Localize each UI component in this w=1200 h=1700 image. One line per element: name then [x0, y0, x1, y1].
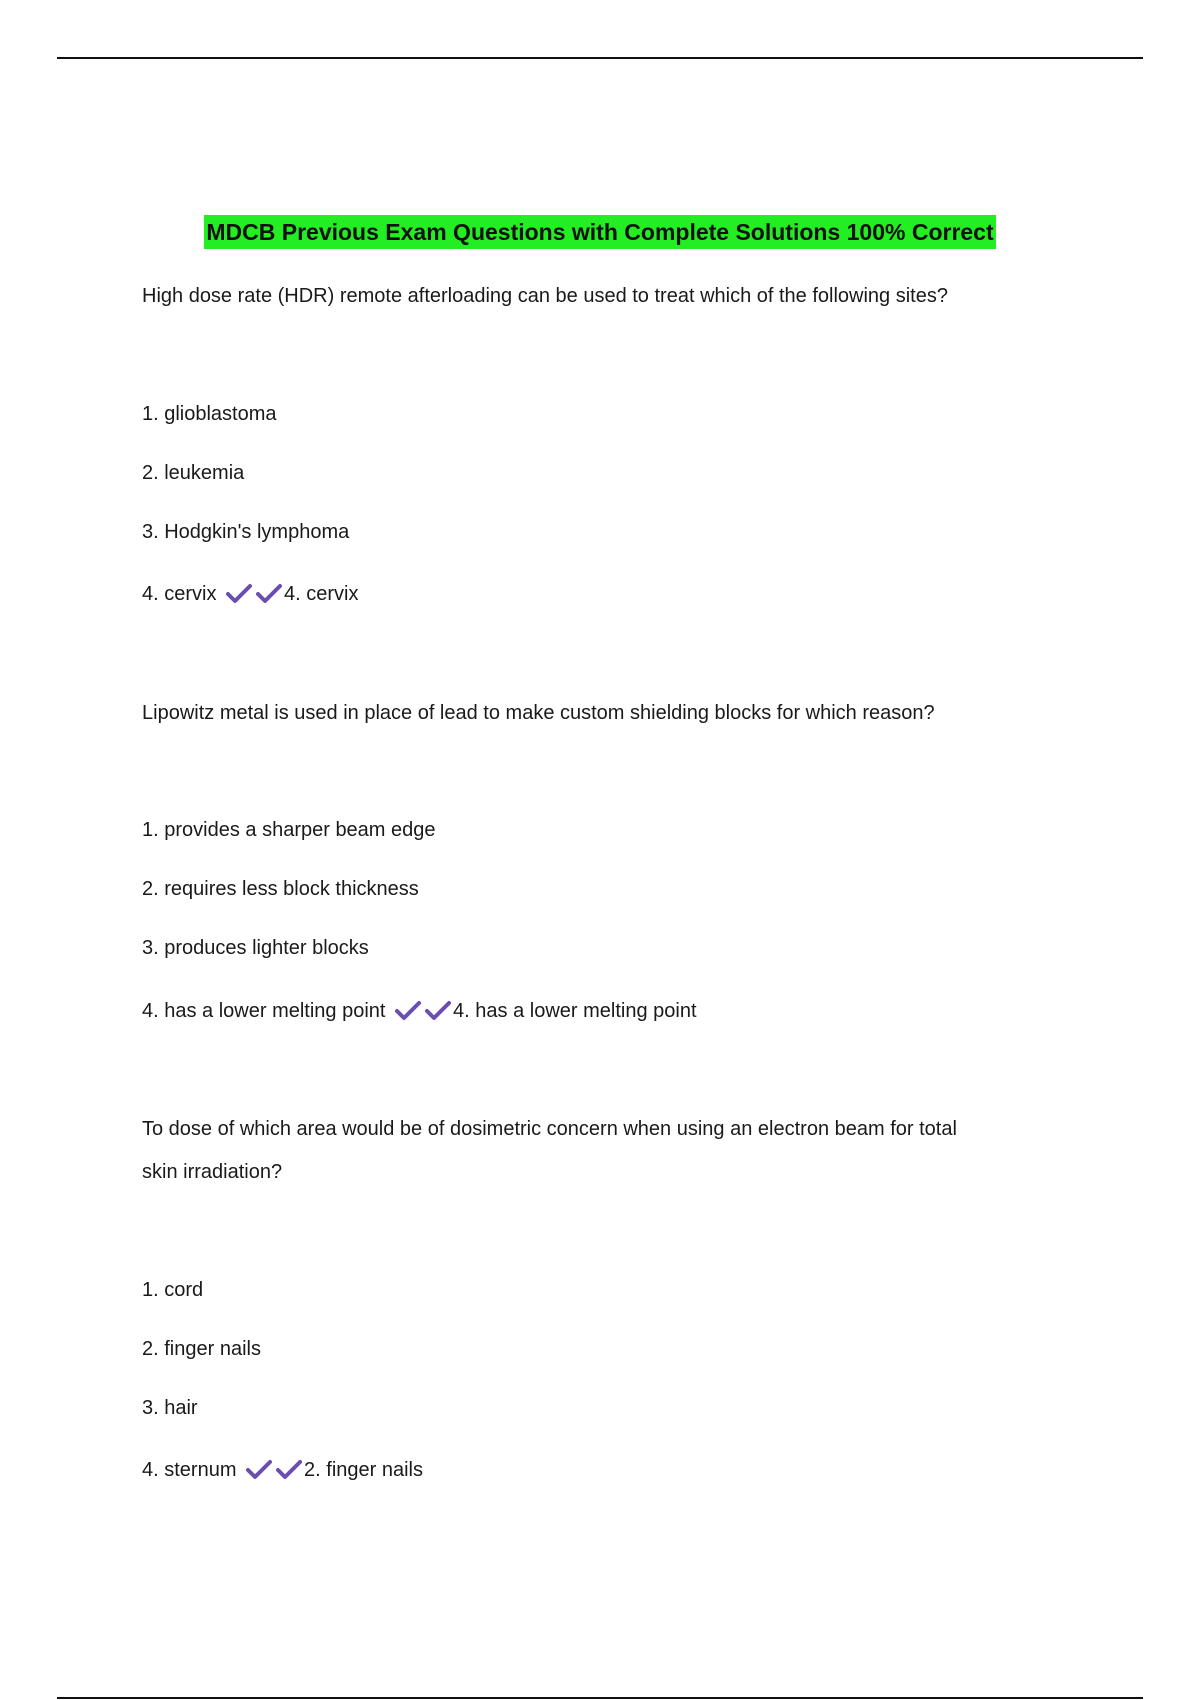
document-title: MDCB Previous Exam Questions with Complete Solutions 100% Correct [204, 215, 995, 249]
question-3-option-3: 3. hair [142, 1397, 198, 1419]
question-1-option-1: 1. glioblastoma [142, 403, 277, 425]
title-container [0, 215, 1200, 249]
question-2-answer: 4. has a lower melting point [453, 1000, 697, 1022]
question-3-answer: 2. finger nails [304, 1459, 424, 1481]
question-1-answer-line [142, 580, 359, 608]
question-3-option-4: 4. sternum [142, 1459, 237, 1481]
checkmark-icon [226, 582, 252, 604]
question-1-option-4: 4. cervix [142, 583, 217, 605]
question-2-option-4: 4. has a lower melting point [142, 1000, 386, 1022]
question-2-option-3: 3. produces lighter blocks [142, 937, 369, 959]
question-1-option-2: 2. leukemia [142, 462, 245, 484]
checkmark-icon [276, 1458, 302, 1480]
question-1-answer: 4. cervix [284, 583, 359, 605]
question-3-prompt-line-1: To dose of which area would be of dosimetric concern when using an electron beam for total [142, 1118, 957, 1140]
question-3-option-2: 2. finger nails [142, 1338, 261, 1360]
checkmark-icon [395, 999, 421, 1021]
header-rule [57, 57, 1143, 59]
footer-rule [57, 1697, 1143, 1699]
question-2-prompt: Lipowitz metal is used in place of lead to make custom shielding blocks for which reason? [142, 702, 935, 724]
question-2-answer-line [142, 997, 697, 1025]
checkmark-icon [246, 1458, 272, 1480]
question-3-prompt-line-2: skin irradiation? [142, 1161, 283, 1183]
question-3-option-1: 1. cord [142, 1279, 204, 1301]
question-2-option-1: 1. provides a sharper beam edge [142, 819, 436, 841]
question-1-prompt: High dose rate (HDR) remote afterloading can be used to treat which of the following sites? [142, 285, 948, 307]
question-3-answer-line [142, 1456, 423, 1484]
question-1-option-3: 3. Hodgkin's lymphoma [142, 521, 350, 543]
checkmark-icon [256, 582, 282, 604]
question-2-option-2: 2. requires less block thickness [142, 878, 419, 900]
checkmark-icon [425, 999, 451, 1021]
